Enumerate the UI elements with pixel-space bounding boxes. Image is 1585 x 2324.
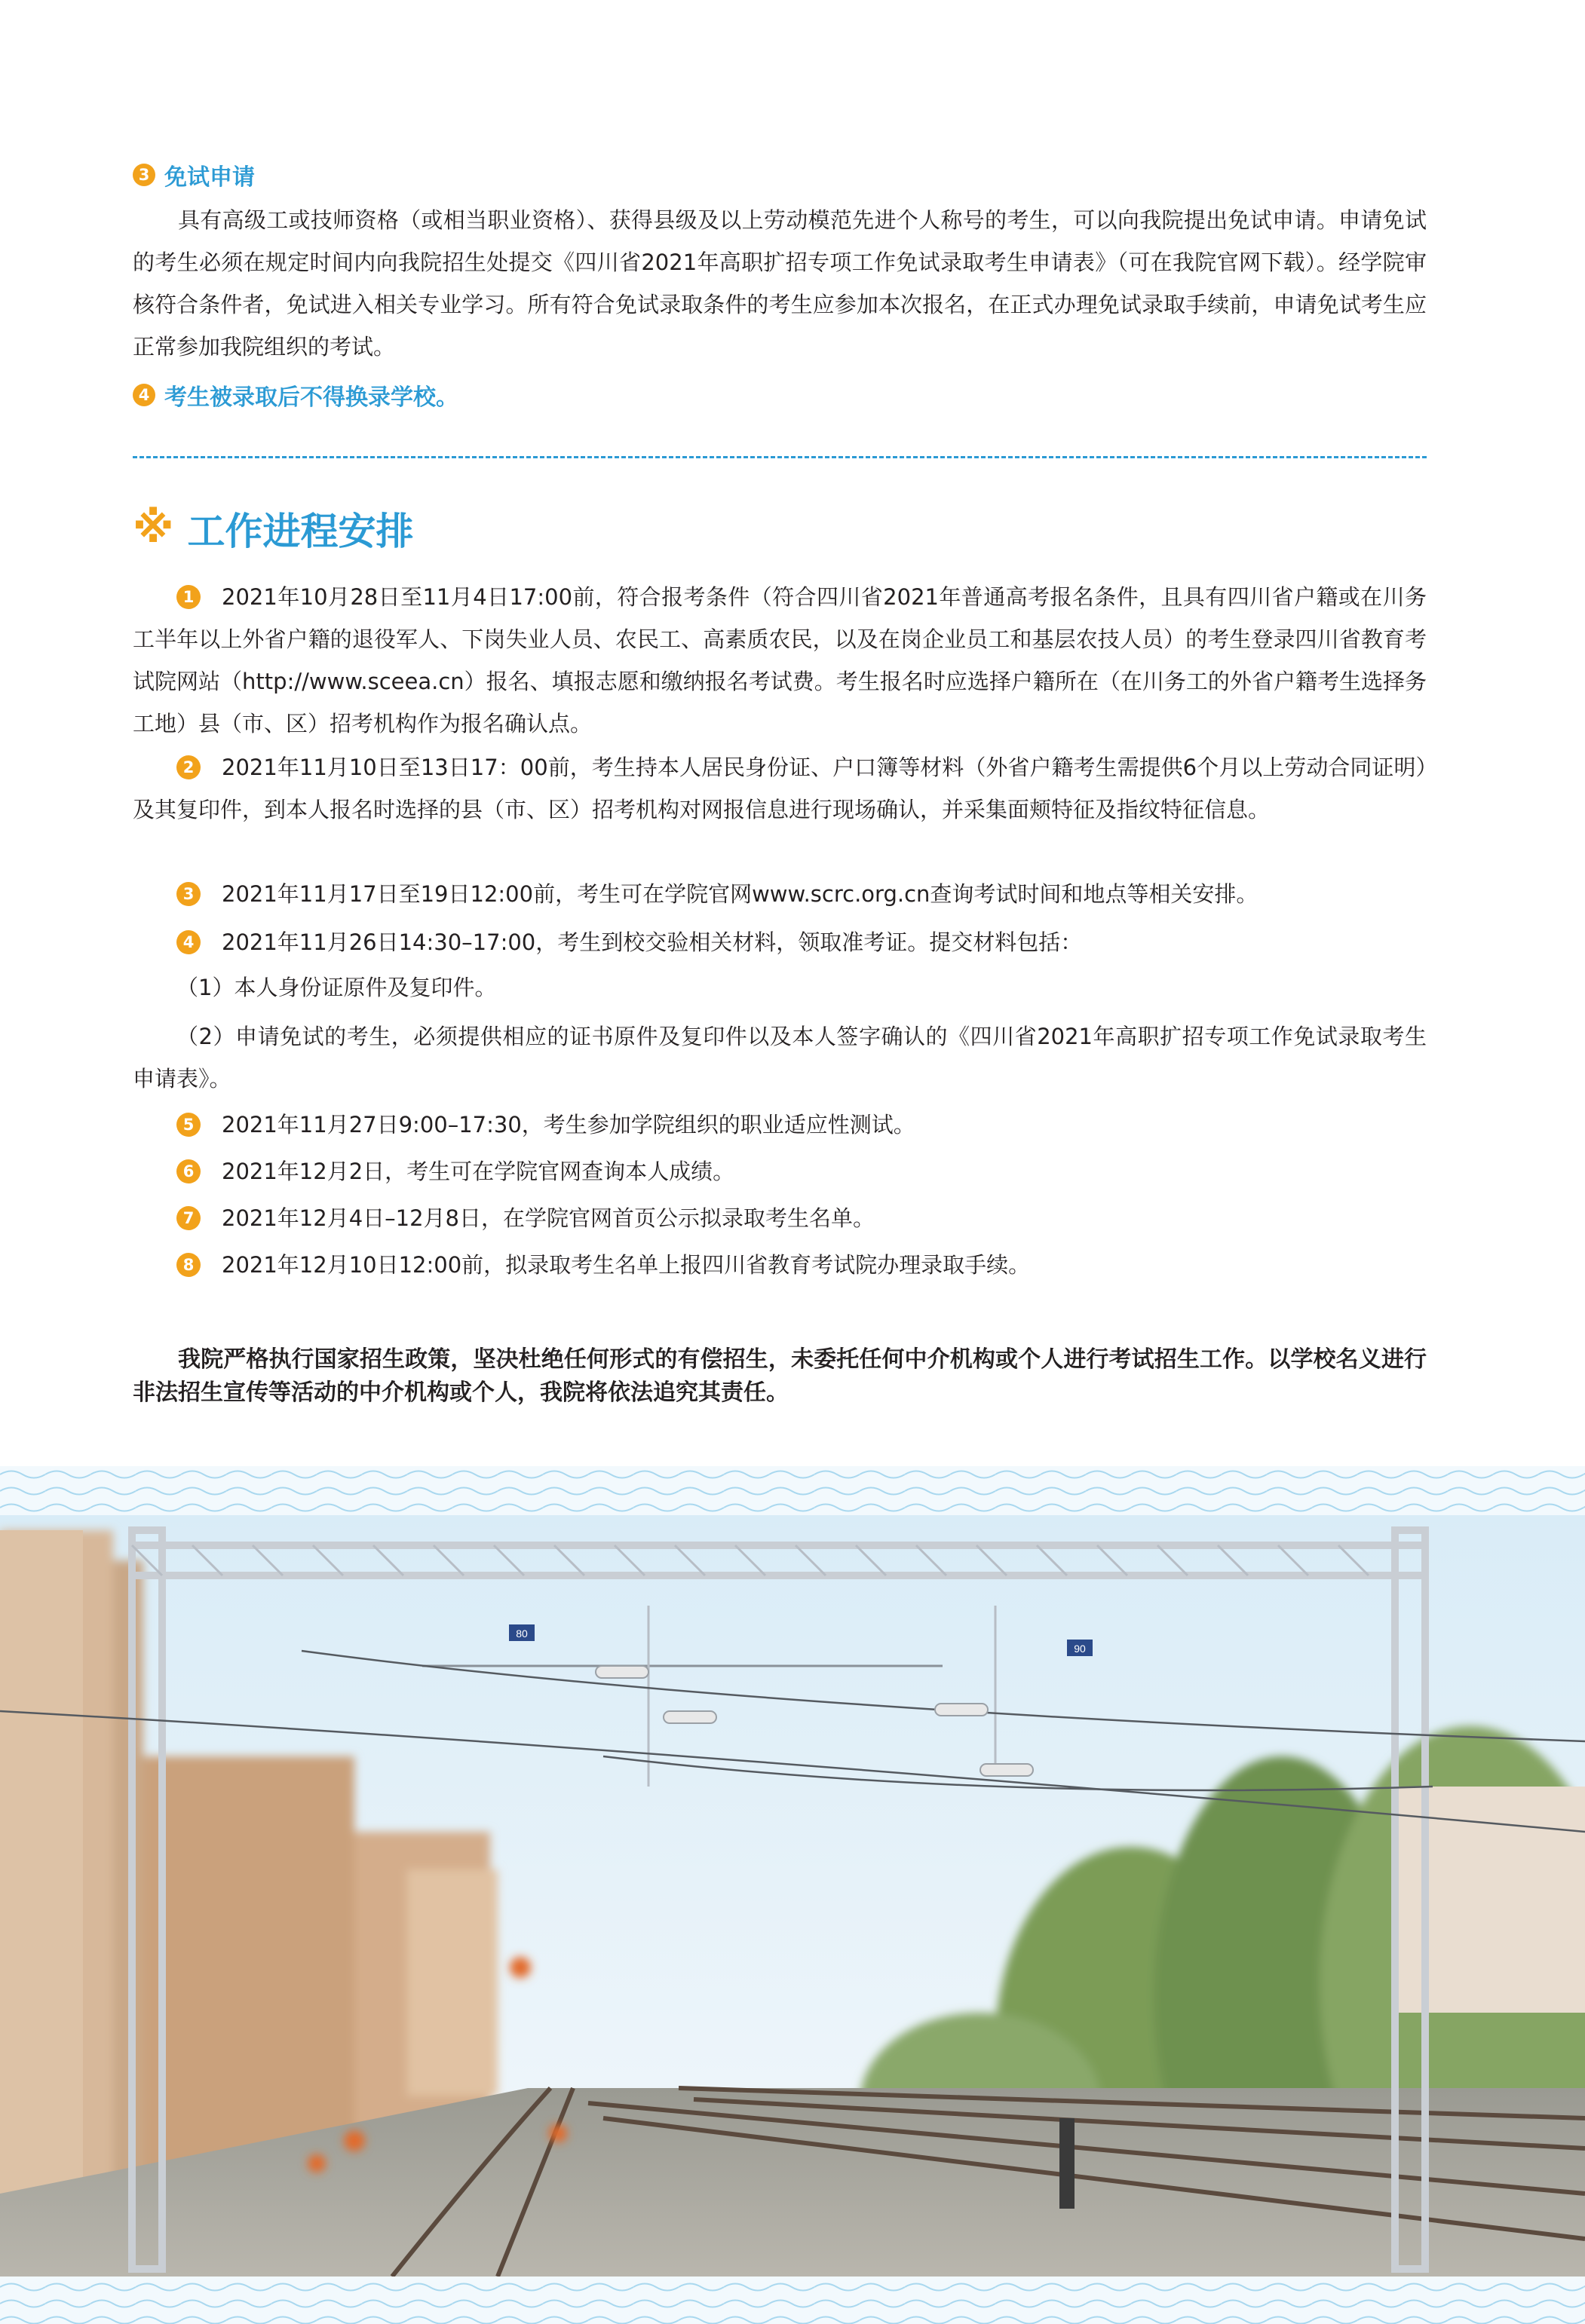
schedule-item (133, 1104, 1427, 1146)
schedule-number-badge: 7 (176, 1206, 201, 1230)
schedule-item-text: 2021年12月10日12:00前，拟录取考生名单上报四川省教育考试院办理录取手续。 (222, 1252, 1031, 1278)
section-title-text: 工作进程安排 (187, 510, 414, 553)
schedule-item-text: 2021年11月10日至13日17：00前，考生持本人居民身份证、户口簿等材料（外省户籍考生需提供6个月以上劳动合同证明）及其复印件，到本人报名时选择的县（市、区）招考机构对网报信息进行现场确认，并采集面颊特征及指纹特征信息。 (133, 755, 1427, 822)
exemption-number-badge: 3 (133, 164, 155, 186)
km-sign-90 (1067, 1640, 1093, 1656)
no-transfer-heading (133, 378, 458, 412)
schedule-item-text: 2021年12月4日–12月8日，在学院官网首页公示拟录取考生名单。 (222, 1205, 875, 1231)
schedule-number-badge: 4 (176, 930, 201, 954)
policy-notice: 我院严格执行国家招生政策，坚决杜绝任何形式的有偿招生，未委托任何中介机构或个人进行考试招生工作。以学校名义进行非法招生宣传等活动的中介机构或个人，我院将依法追究其责任。 (133, 1346, 1427, 1406)
dashed-divider (133, 456, 1427, 458)
schedule-number-badge: 1 (176, 585, 201, 609)
schedule-item-text: 2021年11月17日至19日12:00前，考生可在学院官网www.scrc.org.cn查询考试时间和地点等相关安排。 (222, 881, 1258, 907)
schedule-number-badge: 3 (176, 882, 201, 906)
railway-photo (0, 1515, 1585, 2277)
no-transfer-title: 考生被录取后不得换录学校。 (164, 384, 458, 411)
schedule-number-badge: 6 (176, 1159, 201, 1183)
schedule-item (133, 576, 1427, 745)
svg-text:90: 90 (1074, 1643, 1086, 1655)
exemption-title: 免试申请 (164, 164, 255, 191)
exemption-body: 具有高级工或技师资格（或相当职业资格）、获得县级及以上劳动模范先进个人称号的考生，可以向我院提出免试申请。申请免试的考生必须在规定时间内向我院招生处提交《四川省2021年高职扩招专项工作免试录取考生申请表》（可在我院官网下载）。经学院审核符合条件者，免试进入相关专业学习。所有符合免试录取条件的考生应参加本次报名，在正式办理免试录取手续前，申请免试考生应正常参加我院组织的考试。 (133, 207, 1427, 360)
schedule-item (133, 873, 1427, 915)
schedule-item (133, 746, 1427, 831)
reference-mark-icon: ※ (133, 504, 174, 553)
schedule-number-badge: 5 (176, 1113, 201, 1137)
schedule-number-badge: 2 (176, 755, 201, 779)
schedule-item-text: 2021年12月2日，考生可在学院官网查询本人成绩。 (222, 1159, 735, 1184)
material-item-1: （1）本人身份证原件及复印件。 (176, 975, 497, 1000)
schedule-item (133, 1197, 1427, 1239)
material-item-2: （2）申请免试的考生，必须提供相应的证书原件及复印件以及本人签字确认的《四川省2021年高职扩招专项工作免试录取考生申请表》。 (133, 1024, 1427, 1092)
schedule-item (133, 1150, 1427, 1193)
schedule-item-text: 2021年11月27日9:00–17:30，考生参加学院组织的职业适应性测试。 (222, 1112, 915, 1138)
km-sign-80 (509, 1624, 535, 1641)
section-title (133, 501, 413, 556)
schedule-item (133, 921, 1427, 963)
svg-text:80: 80 (516, 1627, 528, 1640)
no-transfer-number-badge: 4 (133, 384, 155, 406)
schedule-item-text: 2021年11月26日14:30–17:00，考生到校交验相关材料，领取准考证。提交材料包括： (222, 929, 1083, 955)
schedule-number-badge: 8 (176, 1253, 201, 1277)
schedule-item (133, 1244, 1427, 1286)
schedule-item-text: 2021年10月28日至11月4日17:00前，符合报考条件（符合四川省2021年普通高考报名条件，且具有四川省户籍或在川务工半年以上外省户籍的退役军人、下岗失业人员、农民工、高素质农民，以及在岗企业员工和基层农技人员）的考生登录四川省教育考试院网站（http://www.sceea.cn）报名、填报志愿和缴纳报名考试费。考生报名时应选择户籍所在（在川务工的外省户籍考生选择务工地）县（市、区）招考机构作为报名确认点。 (133, 584, 1427, 736)
exemption-heading (133, 158, 255, 191)
